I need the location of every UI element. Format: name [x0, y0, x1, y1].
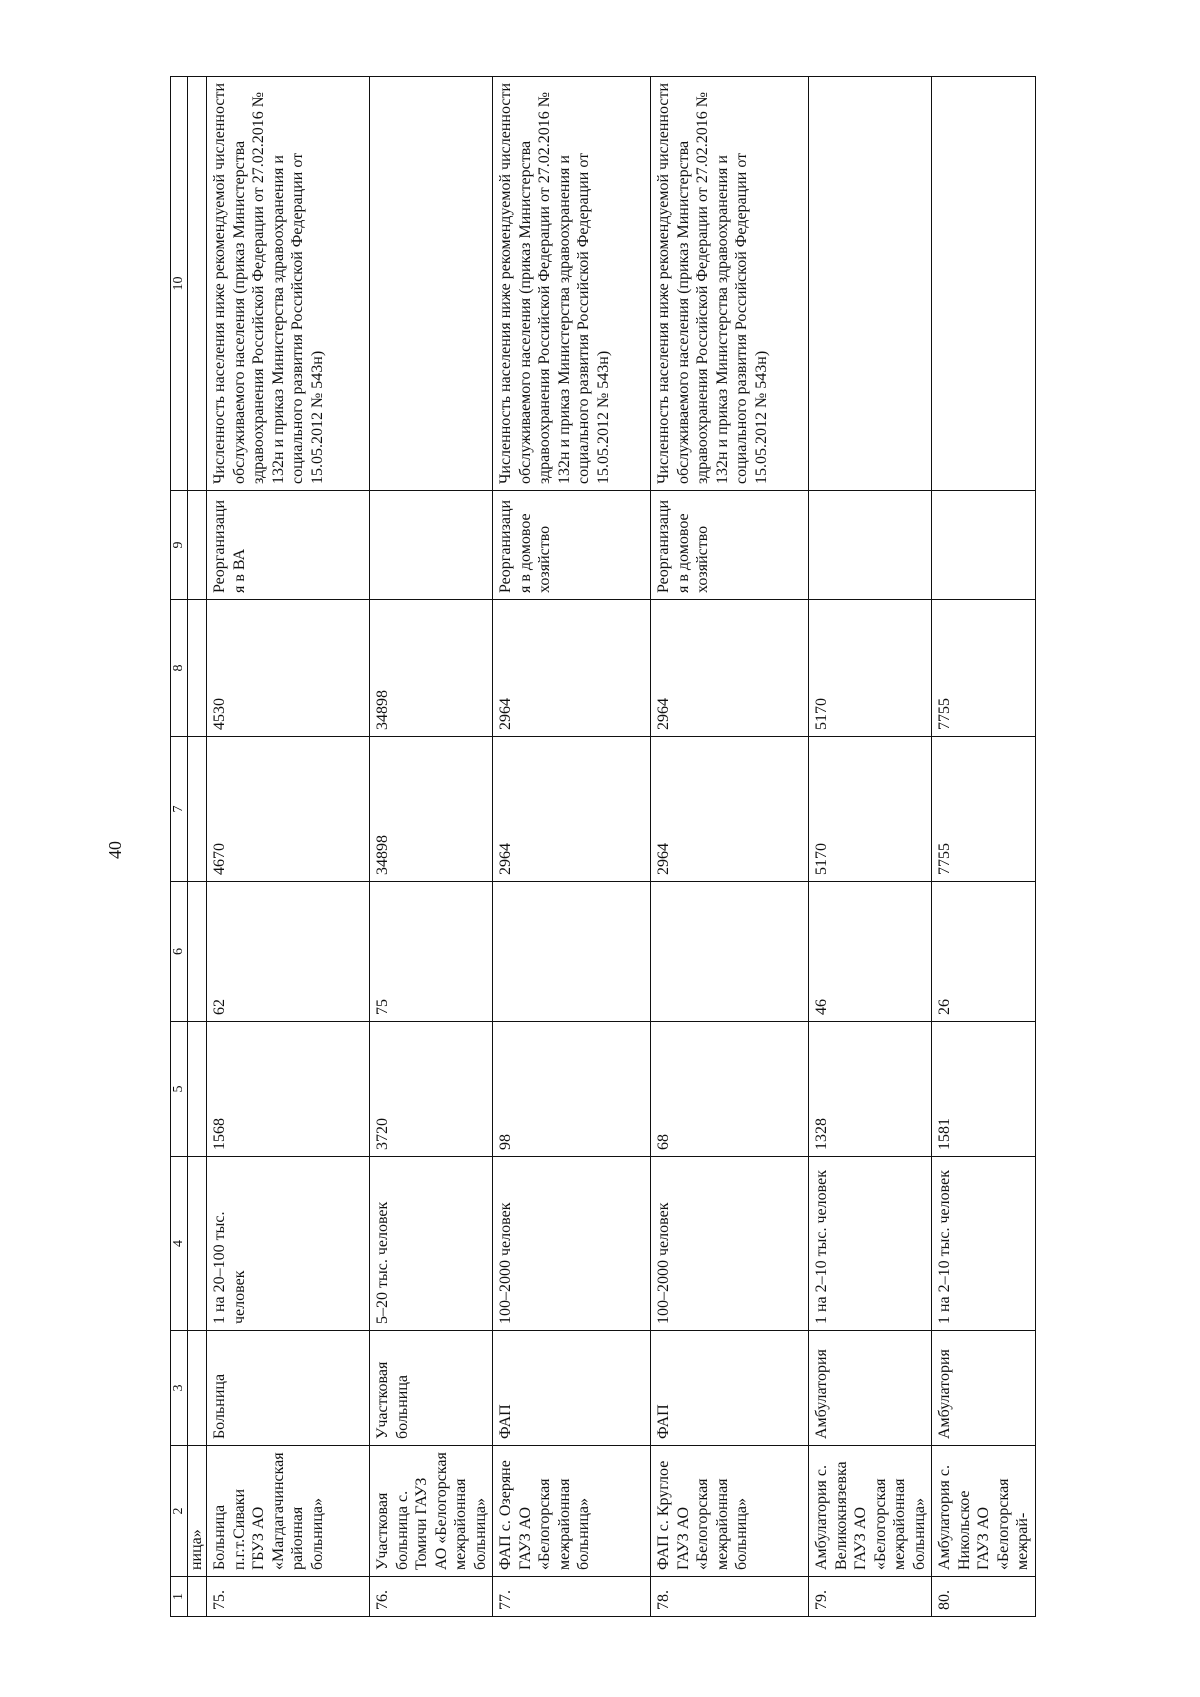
- cell-type: [188, 1331, 207, 1446]
- cell-col9: [932, 491, 1036, 600]
- cell-col6: [188, 882, 207, 1022]
- cell-col5: 1581: [932, 1022, 1036, 1157]
- cell-no: [188, 1577, 207, 1617]
- cell-col6: 46: [809, 882, 932, 1022]
- cell-col8: 2964: [651, 600, 809, 737]
- cell-col5: 98: [493, 1022, 651, 1157]
- continuation-row: [188, 77, 207, 1617]
- cell-norm: 1 на 20–100 тыс. человек: [207, 1157, 370, 1331]
- cell-col9: [188, 491, 207, 600]
- col-number-7: 7: [171, 737, 188, 882]
- cell-norm: 5–20 тыс. человек: [370, 1157, 493, 1331]
- cell-col8: 4530: [207, 600, 370, 737]
- cell-type: ФАП: [651, 1331, 809, 1446]
- cell-col6: 26: [932, 882, 1036, 1022]
- table-rotated-container: [170, 77, 1080, 1617]
- table-row: [207, 77, 370, 1617]
- cell-col8: 34898: [370, 600, 493, 737]
- cell-type: Больница: [207, 1331, 370, 1446]
- cell-norm: 1 на 2–10 тыс. человек: [932, 1157, 1036, 1331]
- col-number-10: 10: [171, 77, 188, 491]
- cell-norm: 100–2000 человек: [493, 1157, 651, 1331]
- cell-col10: [370, 77, 493, 491]
- cell-col10: [809, 77, 932, 491]
- cell-no: 76.: [370, 1577, 493, 1617]
- cell-col8: 7755: [932, 600, 1036, 737]
- cell-col5: 68: [651, 1022, 809, 1157]
- cell-name: ница»: [188, 1446, 207, 1577]
- cell-col5: 3720: [370, 1022, 493, 1157]
- cell-type: ФАП: [493, 1331, 651, 1446]
- cell-type: Амбулатория: [932, 1331, 1036, 1446]
- cell-col8: [188, 600, 207, 737]
- cell-col6: 75: [370, 882, 493, 1022]
- cell-type: Амбулатория: [809, 1331, 932, 1446]
- column-number-row: [171, 77, 188, 1617]
- cell-name: ФАП с. Озеряне ГАУЗ АО «Белогорская межрайонная больница»: [493, 1446, 651, 1577]
- cell-col7: 4670: [207, 737, 370, 882]
- cell-col9: Реорганизация в ВА: [207, 491, 370, 600]
- cell-col10: [188, 77, 207, 491]
- cell-name: Участковая больница с. Томичи ГАУЗ АО «Белогорская межрайонная больница»: [370, 1446, 493, 1577]
- cell-no: 80.: [932, 1577, 1036, 1617]
- cell-col7: 34898: [370, 737, 493, 882]
- cell-col5: 1328: [809, 1022, 932, 1157]
- cell-no: 78.: [651, 1577, 809, 1617]
- col-number-9: 9: [171, 491, 188, 600]
- cell-name: ФАП с. Круглое ГАУЗ АО «Белогорская межрайонная больница»: [651, 1446, 809, 1577]
- cell-norm: [188, 1157, 207, 1331]
- col-number-3: 3: [171, 1331, 188, 1446]
- cell-col8: 5170: [809, 600, 932, 737]
- cell-col7: [188, 737, 207, 882]
- table-row: [932, 77, 1036, 1617]
- cell-col9: Реорганизация в домовое хозяйство: [651, 491, 809, 600]
- cell-col5: [188, 1022, 207, 1157]
- col-number-5: 5: [171, 1022, 188, 1157]
- cell-col5: 1568: [207, 1022, 370, 1157]
- cell-col6: [493, 882, 651, 1022]
- table-row: [370, 77, 493, 1617]
- cell-col10: [932, 77, 1036, 491]
- table-row: [493, 77, 651, 1617]
- cell-col7: 7755: [932, 737, 1036, 882]
- col-number-4: 4: [171, 1157, 188, 1331]
- cell-no: 75.: [207, 1577, 370, 1617]
- cell-norm: 1 на 2–10 тыс. человек: [809, 1157, 932, 1331]
- cell-col6: 62: [207, 882, 370, 1022]
- cell-col9: [809, 491, 932, 600]
- cell-col9: Реорганизация в домовое хозяйство: [493, 491, 651, 600]
- page-number: 40: [105, 841, 125, 859]
- cell-col10: Численность населения ниже рекомендуемой численности обслуживаемого населения (приказ Министерства здравоохранения Российской Федерации от 27.02.2016 № 132н и приказ Министерства здравоохранения и социального развития Российской Федерации от 15.05.2012 № 543н): [207, 77, 370, 491]
- cell-no: 79.: [809, 1577, 932, 1617]
- col-number-8: 8: [171, 600, 188, 737]
- cell-col9: [370, 491, 493, 600]
- table-row: [809, 77, 932, 1617]
- cell-name: Больница п.г.т.Сиваки ГБУЗ АО «Магдагачинская районная больница»: [207, 1446, 370, 1577]
- cell-col7: 2964: [493, 737, 651, 882]
- table-row: [651, 77, 809, 1617]
- cell-col10: Численность населения ниже рекомендуемой численности обслуживаемого населения (приказ Министерства здравоохранения Российской Федерации от 27.02.2016 № 132н и приказ Министерства здравоохранения и социального развития Российской Федерации от 15.05.2012 № 543н): [651, 77, 809, 491]
- cell-col7: 2964: [651, 737, 809, 882]
- cell-col7: 5170: [809, 737, 932, 882]
- col-number-2: 2: [171, 1446, 188, 1577]
- cell-name: Амбулатория с. Великокнязевка ГАУЗ АО «Белогорская межрайонная больница»: [809, 1446, 932, 1577]
- cell-type: Участковая больница: [370, 1331, 493, 1446]
- cell-norm: 100–2000 человек: [651, 1157, 809, 1331]
- col-number-1: 1: [171, 1577, 188, 1617]
- cell-name: Амбулатория с. Никольское ГАУЗ АО «Белогорская межрай-: [932, 1446, 1036, 1577]
- col-number-6: 6: [171, 882, 188, 1022]
- cell-no: 77.: [493, 1577, 651, 1617]
- cell-col6: [651, 882, 809, 1022]
- cell-col8: 2964: [493, 600, 651, 737]
- data-table: [170, 76, 1036, 1617]
- cell-col10: Численность населения ниже рекомендуемой численности обслуживаемого населения (приказ Министерства здравоохранения Российской Федерации от 27.02.2016 № 132н и приказ Министерства здравоохранения и социального развития Российской Федерации от 15.05.2012 № 543н): [493, 77, 651, 491]
